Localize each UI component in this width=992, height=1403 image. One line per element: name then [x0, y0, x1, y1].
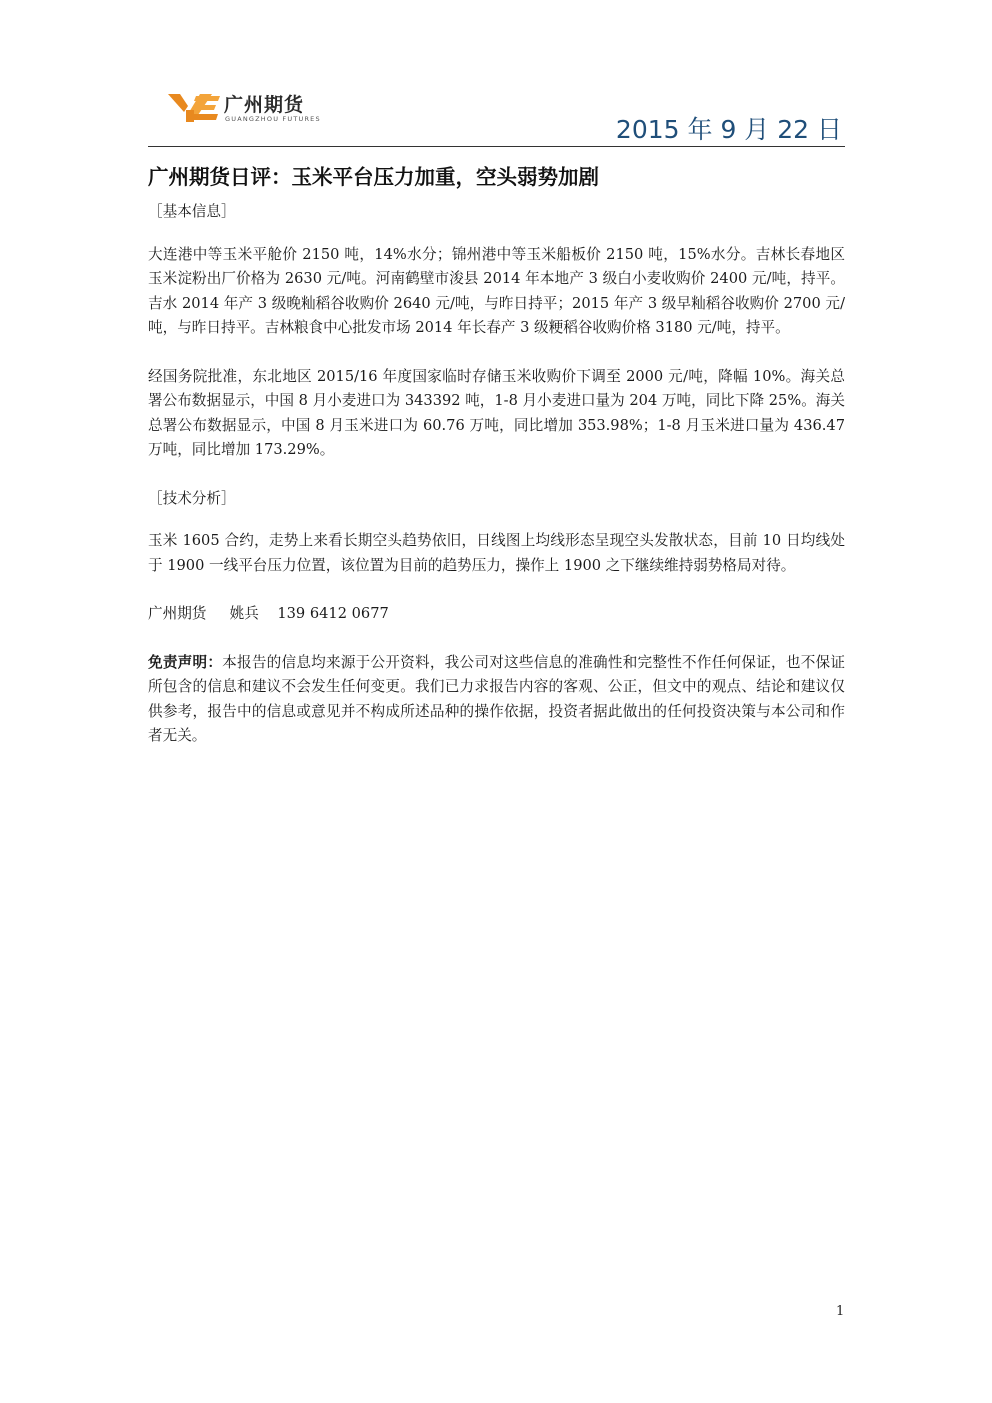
signature-phone: 139 6412 0677 — [277, 605, 389, 622]
report-title: 广州期货日评：玉米平台压力加重，空头弱势加剧 — [148, 165, 599, 189]
signature-analyst: 姚兵 — [229, 605, 259, 622]
disclaimer — [148, 651, 845, 749]
section-heading-basic-info: ［基本信息］ — [148, 203, 236, 220]
logo-mark-icon — [166, 88, 222, 128]
logo-english-text: GUANGZHOU FUTURES — [225, 115, 321, 123]
signature-line — [148, 602, 845, 627]
header-divider — [148, 146, 845, 147]
disclaimer-label: 免责声明： — [148, 653, 223, 671]
page-number: 1 — [836, 1304, 845, 1319]
signature-company: 广州期货 — [148, 605, 207, 622]
report-date: 2015 年 9 月 22 日 — [615, 115, 842, 144]
company-logo — [166, 88, 346, 128]
disclaimer-text: 本报告的信息均来源于公开资料，我公司对这些信息的准确性和完整性不作任何保证，也不保证所包含的信息和建议不会发生任何变更。我们已力求报告内容的客观、公正，但文中的观点、结论和建议仅供参考，报告中的信息或意见并不构成所述品种的操作依据，投资者据此做出的任何投资决策与本公司和作者无关。 — [148, 653, 845, 744]
logo-chinese-text: 广州期货 — [224, 94, 305, 116]
section-heading-technical: ［技术分析］ — [148, 489, 236, 507]
technical-analysis-paragraph: 玉米 1605 合约，走势上来看长期空头趋势依旧，日线图上均线形态呈现空头发散状态，目前 10 日均线处于 1900 一线平台压力位置，该位置为目前的趋势压力，操作上 1900 之下继续维持弱势格局对待。 — [148, 532, 845, 574]
report-body — [148, 200, 845, 749]
basic-info-paragraph-2: 经国务院批准，东北地区 2015/16 年度国家临时存储玉米收购价下调至 2000 元/吨，降幅 10%。海关总署公布数据显示，中国 8 月小麦进口为 343392 吨，1-8 月小麦进口量为 204 万吨，同比下降 25%。海关总署公布数据显示，中国 8 月玉米进口为 60.76 万吨，同比增加 353.98%；1-8 月玉米进口量为 436.47 万吨，同比增加 173.29%。 — [148, 367, 845, 458]
basic-info-paragraph-1: 大连港中等玉米平舱价 2150 吨，14%水分；锦州港中等玉米船板价 2150 吨，15%水分。吉林长春地区玉米淀粉出厂价格为 2630 元/吨。河南鹤壁市浚县 2014 年本地产 3 级白小麦收购价 2400 元/吨，持平。吉水 2014 年产 3 级晚籼稻谷收购价 2640 元/吨，与昨日持平；2015 年产 3 级早籼稻谷收购价 2700 元/吨，与昨日持平。吉林粮食中心批发市场 2014 年长春产 3 级粳稻谷收购价格 3180 元/吨，持平。 — [148, 245, 845, 336]
